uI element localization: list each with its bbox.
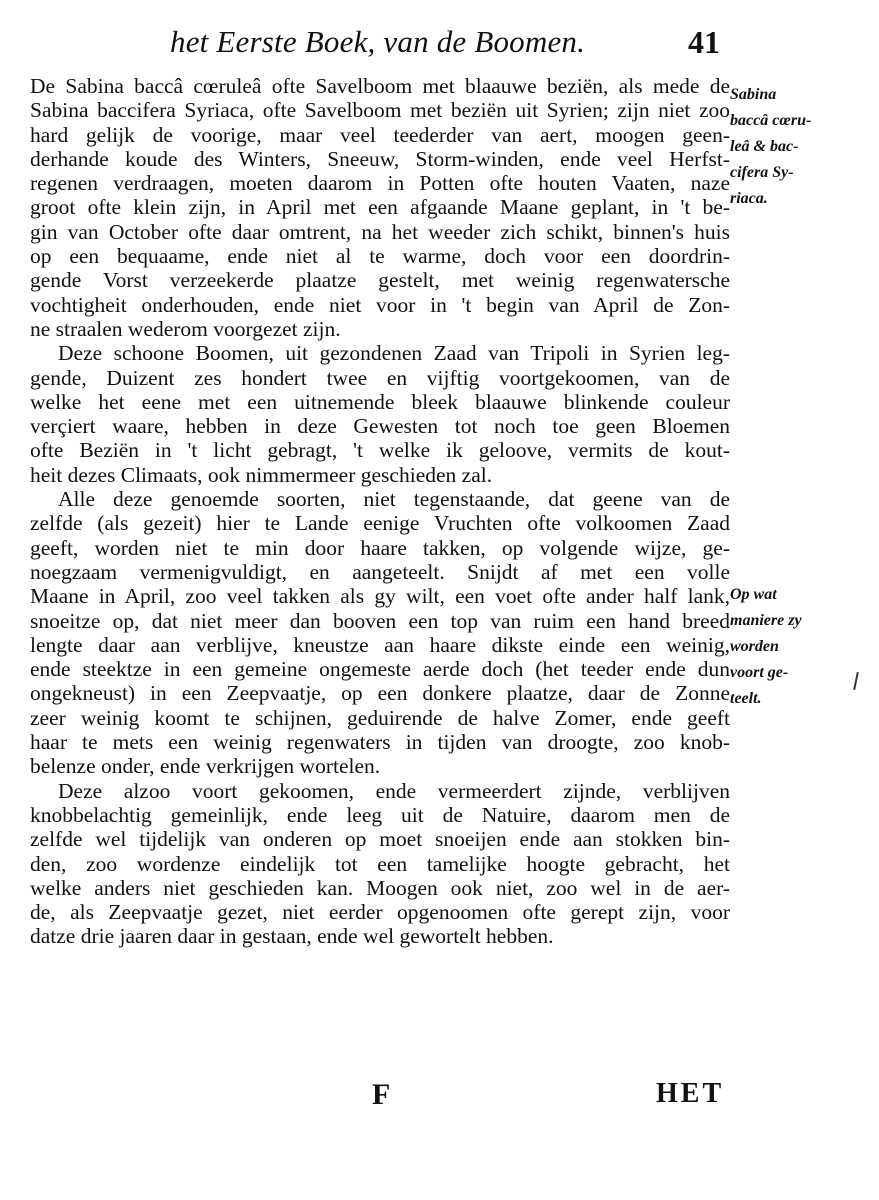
text-line: welke het eene met een uitnemende bleek blaauwe blinkende couleur (30, 389, 730, 414)
text-line: op een bequaame, ende niet al te warme, doch voor een doordrin- (30, 244, 730, 269)
margin-note-sabina (730, 82, 860, 212)
text-line: ofte Beziën in 't licht gebragt, 't welke ik geloove, vermits de kout- (30, 438, 730, 463)
text-line: ongekneust) in een Zeepvaatje, op een donkere plaatze, daar de Zonne (30, 681, 730, 706)
text-line: haar te mets een weinig regenwaters in tijden van droogte, zoo knob- (30, 730, 730, 755)
margin-note-line: Sabina (730, 86, 777, 103)
text-line: snoeitze op, dat niet meer dan booven een top van ruim een hand breed (30, 608, 730, 633)
text-line: verçiert waare, hebben in deze Gewesten tot noch toe geen Bloemen (30, 414, 730, 439)
text-line: De Sabina baccâ cœruleâ ofte Savelboom met blaauwe beziën, als mede de (30, 74, 730, 98)
text-line: vochtigheit onderhouden, ende niet voor in 't begin van April de Zon- (30, 292, 730, 317)
text-line: Deze alzoo voort gekoomen, ende vermeerdert zijnde, verblijven (58, 778, 730, 803)
margin-note-line: cifera Sy- (730, 164, 794, 181)
text-line: knobbelachtig gemeinlijk, ende leeg uit de Natuire, daarom men de (30, 802, 730, 827)
margin-note-line: baccâ cœru- (730, 112, 812, 129)
signature-mark: F (372, 1078, 391, 1111)
text-line: groot ofte klein zijn, in April met een afgaande Maane geplant, in 't be- (30, 195, 730, 220)
body-text (30, 74, 730, 949)
text-line: gende, Duizent zes hondert twee en vijftig voortgekoomen, van de (30, 365, 730, 390)
text-line: heit dezes Climaats, ook nimmermeer geschieden zal. (30, 462, 493, 487)
text-line: ende steektze in een gemeine ongemeste aerde doch (het teeder ende dun (30, 657, 730, 682)
margin-note-line: maniere zy (730, 612, 802, 629)
text-line: hard gelijk de voorige, maar veel teederder van aert, moogen geen- (30, 122, 730, 147)
text-line: zelfde wel tijdelijk van onderen op moet snoeijen ende aan stokken bin- (30, 827, 730, 852)
margin-note-line: worden (730, 638, 779, 655)
margin-note-propagation (730, 582, 860, 712)
text-line: den, zoo wordenze eindelijk tot een tamelijke hoogte gebracht, het (30, 851, 730, 876)
text-line: Alle deze genoemde soorten, niet tegenstaande, dat geene van de (58, 487, 730, 512)
text-line: Maane in April, zoo veel takken als gy wilt, een voet ofte ander half lank, (30, 584, 730, 609)
text-line: zeer weinig koomt te schijnen, geduirende de halve Zomer, ende geeft (30, 705, 730, 730)
catchword: HET (656, 1078, 725, 1109)
text-line: welke anders niet geschieden kan. Moogen ook niet, zoo wel in de aer- (30, 875, 730, 900)
margin-note-line: riaca. (730, 190, 768, 207)
text-line: regenen verdraagen, moeten daarom in Potten ofte houten Vaaten, naze (30, 171, 730, 196)
running-head: het Eerste Boek, van de Boomen. (170, 24, 586, 59)
page-number: 41 (688, 24, 720, 60)
text-line: zelfde (als gezeit) hier te Lande eenige Vruchten ofte volkoomen Zaad (30, 511, 730, 536)
margin-note-line: teelt. (730, 690, 762, 707)
text-line: Deze schoone Boomen, uit gezondenen Zaad van Tripoli in Syrien leg- (58, 341, 730, 366)
text-line: ne straalen wederom voorgezet zijn. (30, 316, 341, 341)
text-line: geeft, worden niet te min door haare takken, op volgende wijze, ge- (30, 535, 730, 560)
text-line: gende Vorst verzeekerde plaatze gestelt, met weinig regenwatersche (30, 268, 730, 293)
text-line: Sabina baccifera Syriaca, ofte Savelboom met beziën uit Syrien; zijn niet zoo (30, 98, 730, 123)
text-line: belenze onder, ende verkrijgen wortelen. (30, 754, 381, 779)
margin-note-line: Op wat (730, 586, 777, 603)
text-line: lengte daar aan verblijve, kneustze aan haare dikste einde een weinig, (30, 632, 730, 657)
text-line: gin van October ofte daar omtrent, na het weeder zich schikt, binnen's huis (30, 219, 730, 244)
text-line: derhande koude des Winters, Sneeuw, Storm-winden, ende veel Herfst- (30, 146, 730, 171)
margin-note-line: leâ & bac- (730, 138, 799, 155)
margin-note-line: voort ge- (730, 664, 789, 681)
text-line: noegzaam vermenigvuldigt, en aangeteelt. Snijdt af met een volle (30, 559, 730, 584)
text-line: de, als Zeepvaatje gezet, niet eerder opgenoomen ofte gerept zijn, voor (30, 900, 730, 925)
text-line: datze drie jaaren daar in gestaan, ende wel gewortelt hebben. (30, 924, 554, 949)
